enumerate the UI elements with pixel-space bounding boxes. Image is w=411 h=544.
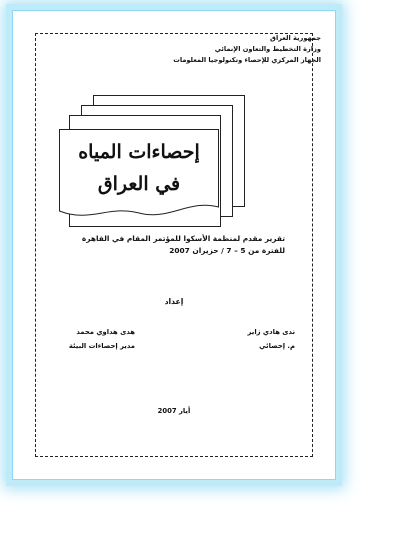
author-2-name: هدى هداوي محمد (76, 328, 135, 336)
author-2-role: مدير إحصاءات البيئة (68, 342, 135, 350)
report-subtitle (82, 233, 285, 257)
header-line-1: جمهورية العراق (270, 34, 321, 42)
author-1-name: ندى هادي زاير (247, 328, 295, 336)
ministry-header (173, 33, 321, 66)
subtitle-line-2: للفترة من 5 – 7 / حزيران 2007 (169, 246, 285, 255)
title-line-1: إحصاءات المياه (78, 141, 200, 163)
report-date: أيار 2007 (157, 407, 191, 415)
header-line-3: الجهاز المركزي للإحصاء وتكنولوجيا المعلومات (173, 56, 321, 64)
subtitle-line-1: تقرير مقدم لمنظمة الأسكوا للمؤتمر المقام في القاهرة (81, 234, 285, 243)
prepared-by-label: إعداد (164, 297, 184, 306)
author-2 (69, 325, 135, 353)
stacked-pages-graphic (59, 95, 249, 225)
title-line-2: في العراق (97, 173, 181, 195)
document-page (12, 10, 336, 480)
author-1 (248, 325, 295, 353)
header-line-2: وزارة التخطيط والتعاون الإنمائي (214, 45, 321, 53)
author-1-role: م. إحصائي (259, 342, 295, 350)
title-sheet (59, 129, 219, 219)
